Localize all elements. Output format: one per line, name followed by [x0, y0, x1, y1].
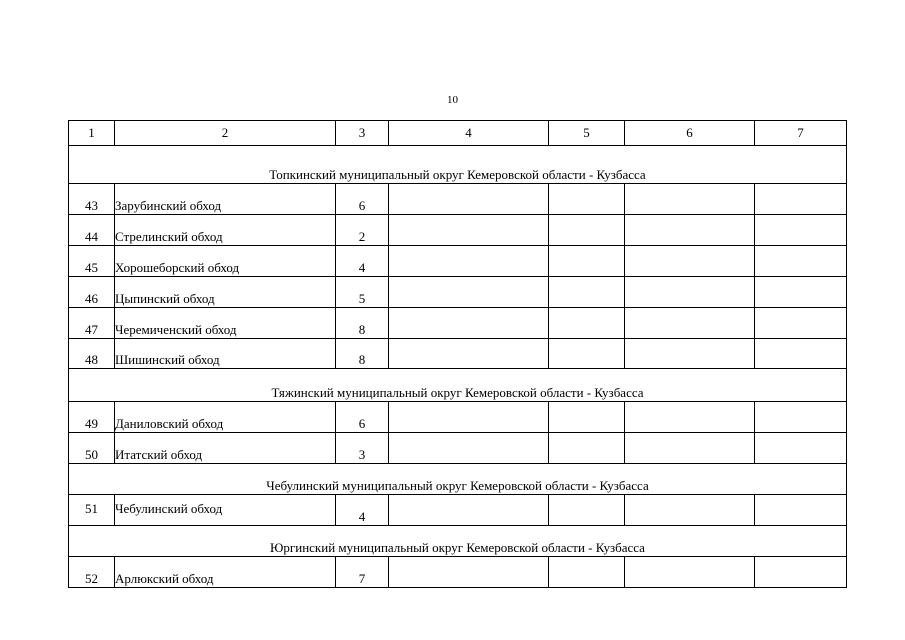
row-number: 46	[69, 277, 115, 308]
table-row	[69, 495, 847, 526]
empty-cell	[549, 246, 625, 277]
empty-cell	[625, 495, 755, 526]
row-name: Даниловский обход	[115, 402, 336, 433]
row-name: Чебулинский обход	[115, 495, 336, 526]
empty-cell	[549, 402, 625, 433]
row-number: 48	[69, 339, 115, 369]
row-name: Цыпинский обход	[115, 277, 336, 308]
empty-cell	[389, 246, 549, 277]
row-value: 6	[336, 402, 389, 433]
empty-cell	[625, 557, 755, 588]
empty-cell	[755, 277, 847, 308]
row-number: 51	[69, 495, 115, 526]
page-number: 10	[447, 94, 458, 106]
row-number: 49	[69, 402, 115, 433]
column-header: 7	[755, 121, 847, 146]
empty-cell	[755, 557, 847, 588]
empty-cell	[549, 433, 625, 464]
section-title: Тяжинский муниципальный округ Кемеровской области - Кузбасса	[69, 369, 847, 402]
empty-cell	[389, 557, 549, 588]
row-value: 8	[336, 339, 389, 369]
table-row	[69, 433, 847, 464]
empty-cell	[625, 308, 755, 339]
section-row	[69, 464, 847, 495]
empty-cell	[625, 402, 755, 433]
empty-cell	[625, 184, 755, 215]
column-header: 5	[549, 121, 625, 146]
empty-cell	[389, 402, 549, 433]
empty-cell	[755, 308, 847, 339]
section-row	[69, 369, 847, 402]
data-table	[68, 120, 847, 588]
empty-cell	[755, 433, 847, 464]
row-name: Хорошеборский обход	[115, 246, 336, 277]
table-row	[69, 277, 847, 308]
row-value: 5	[336, 277, 389, 308]
empty-cell	[389, 277, 549, 308]
row-number: 52	[69, 557, 115, 588]
row-value: 7	[336, 557, 389, 588]
empty-cell	[625, 246, 755, 277]
empty-cell	[755, 184, 847, 215]
table-row	[69, 308, 847, 339]
table-row	[69, 184, 847, 215]
table-row	[69, 215, 847, 246]
row-name: Стрелинский обход	[115, 215, 336, 246]
empty-cell	[755, 246, 847, 277]
column-header: 6	[625, 121, 755, 146]
empty-cell	[755, 495, 847, 526]
empty-cell	[625, 433, 755, 464]
empty-cell	[549, 495, 625, 526]
empty-cell	[625, 277, 755, 308]
row-name: Арлюкский обход	[115, 557, 336, 588]
table-row	[69, 339, 847, 369]
row-name: Итатский обход	[115, 433, 336, 464]
empty-cell	[389, 308, 549, 339]
row-value: 3	[336, 433, 389, 464]
column-header: 4	[389, 121, 549, 146]
row-value: 6	[336, 184, 389, 215]
empty-cell	[389, 495, 549, 526]
row-number: 50	[69, 433, 115, 464]
empty-cell	[549, 277, 625, 308]
row-number: 45	[69, 246, 115, 277]
section-title: Юргинский муниципальный округ Кемеровской области - Кузбасса	[69, 526, 847, 557]
empty-cell	[389, 339, 549, 369]
empty-cell	[549, 184, 625, 215]
row-value: 4	[336, 495, 389, 526]
section-row	[69, 146, 847, 184]
column-header: 2	[115, 121, 336, 146]
row-name: Шишинский обход	[115, 339, 336, 369]
empty-cell	[389, 215, 549, 246]
row-name: Зарубинский обход	[115, 184, 336, 215]
empty-cell	[625, 215, 755, 246]
empty-cell	[755, 339, 847, 369]
empty-cell	[389, 184, 549, 215]
row-value: 8	[336, 308, 389, 339]
empty-cell	[549, 339, 625, 369]
row-value: 4	[336, 246, 389, 277]
row-name: Черемиченский обход	[115, 308, 336, 339]
empty-cell	[549, 308, 625, 339]
empty-cell	[625, 339, 755, 369]
column-header: 1	[69, 121, 115, 146]
row-value: 2	[336, 215, 389, 246]
empty-cell	[549, 557, 625, 588]
section-row	[69, 526, 847, 557]
section-title: Чебулинский муниципальный округ Кемеровской области - Кузбасса	[69, 464, 847, 495]
empty-cell	[389, 433, 549, 464]
empty-cell	[755, 402, 847, 433]
empty-cell	[549, 215, 625, 246]
row-number: 47	[69, 308, 115, 339]
row-number: 43	[69, 184, 115, 215]
column-header: 3	[336, 121, 389, 146]
table-row	[69, 402, 847, 433]
table-row	[69, 557, 847, 588]
table-row	[69, 246, 847, 277]
row-number: 44	[69, 215, 115, 246]
header-row	[69, 121, 847, 146]
section-title: Топкинский муниципальный округ Кемеровской области - Кузбасса	[69, 146, 847, 184]
empty-cell	[755, 215, 847, 246]
